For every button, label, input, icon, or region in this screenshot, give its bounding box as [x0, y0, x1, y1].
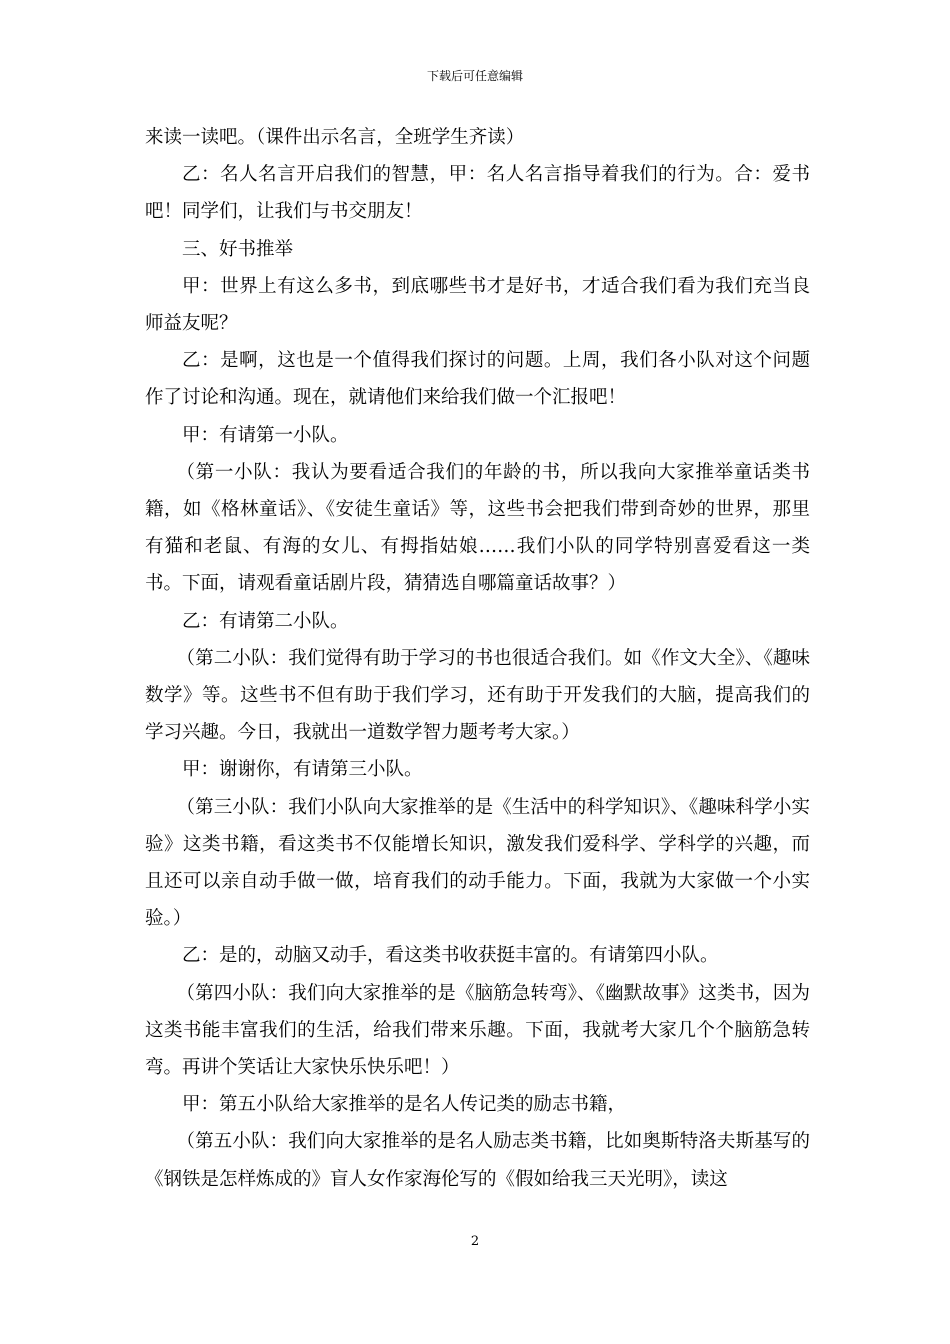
page-header: 下载后可任意编辑	[426, 69, 523, 83]
paragraph-dialogue: 甲：谢谢你，有请第三小队。	[182, 759, 423, 781]
paragraph-dialogue: 甲：第五小队给大家推举的是名人传记类的励志书籍，	[182, 1094, 627, 1116]
paragraph-team-report: （第五小队：我们向大家推举的是名人励志类书籍，比如奥斯特洛夫斯基写的《钢铁是怎样炼成的》盲人女作家海伦写的《假如给我三天光明》，读这	[145, 1131, 810, 1190]
paragraph-team-report: （第四小队：我们向大家推举的是《脑筋急转弯》、《幽默故事》这类书，因为这类书能丰富我们的生活，给我们带来乐趣。下面，我就考大家几个个脑筋急转弯。再讲个笑话让大家快乐快乐吧！）	[145, 982, 810, 1079]
section-heading: 三、好书推举	[182, 238, 294, 260]
paragraph-dialogue: 乙：是的，动脑又动手，看这类书收获挺丰富的。有请第四小队。	[182, 945, 719, 967]
paragraph-team-report: （第三小队：我们小队向大家推举的是《生活中的科学知识》、《趣味科学小实验》这类书籍，看这类书不仅能增长知识，激发我们爱科学、学科学的兴趣，而且还可以亲自动手做一做，培育我们的动手能力。下面，我就为大家做一个小实验。）	[145, 796, 810, 930]
page-number: 2	[470, 1234, 480, 1249]
document-body	[145, 119, 810, 1198]
paragraph-team-report: （第二小队：我们觉得有助于学习的书也很适合我们。如《作文大全》、《趣味数学》等。这些书不但有助于我们学习，还有助于开发我们的大脑，提高我们的学习兴趣。今日，我就出一道数学智力题考考大家。）	[145, 647, 810, 744]
paragraph-dialogue: 乙：有请第二小队。	[182, 610, 349, 632]
paragraph-team-report: （第一小队：我认为要看适合我们的年龄的书，所以我向大家推举童话类书籍，如《格林童话》、《安徒生童话》等，这些书会把我们带到奇妙的世界，那里有猫和老鼠、有海的女儿、有拇指姑娘……我们小队的同学特别喜爱看这一类书。下面，请观看童话剧片段，猜猜选自哪篇童话故事？）	[145, 461, 810, 595]
paragraph-dialogue: 乙：是啊，这也是一个值得我们探讨的问题。上周，我们各小队对这个问题作了讨论和沟通。现在，就请他们来给我们做一个汇报吧！	[145, 350, 810, 409]
paragraph-dialogue: 甲：世界上有这么多书，到底哪些书才是好书，才适合我们看为我们充当良师益友呢？	[145, 275, 810, 335]
paragraph-continuation: 来读一读吧。（课件出示名言，全班学生齐读）	[145, 127, 525, 148]
paragraph-dialogue: 乙：名人名言开启我们的智慧，甲：名人名言指导着我们的行为。合：爱书吧！同学们，让我们与书交朋友！	[145, 164, 810, 223]
paragraph-dialogue: 甲：有请第一小队。	[182, 424, 349, 446]
